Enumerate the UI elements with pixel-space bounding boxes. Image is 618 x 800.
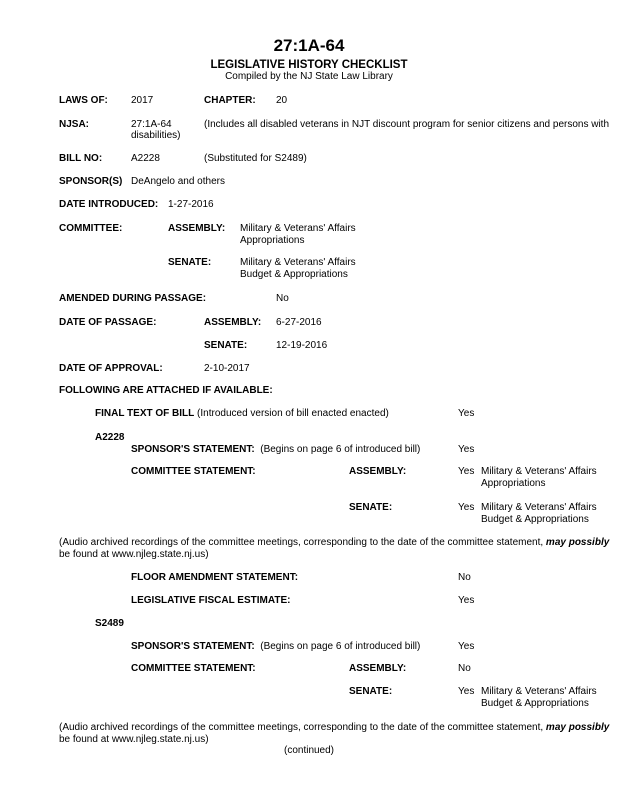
a2228-assembly-committee-1: Military & Veterans' Affairs: [481, 466, 597, 477]
bill-no-note: (Substituted for S2489): [204, 153, 307, 164]
final-text-label: FINAL TEXT OF BILL: [95, 408, 195, 419]
a2228-committee-stmt-label: COMMITTEE STATEMENT:: [131, 466, 256, 477]
laws-of-value: 2017: [131, 95, 154, 106]
date-of-approval-value: 2-10-2017: [204, 363, 250, 374]
chapter-value: 20: [276, 95, 288, 106]
a2228-senate-value: Yes: [458, 502, 475, 513]
audio-note-1: [59, 537, 609, 549]
amended-label: AMENDED DURING PASSAGE:: [59, 293, 207, 304]
s2489-sponsor-stmt-value: Yes: [458, 641, 475, 652]
committee-senate-label: SENATE:: [168, 257, 212, 268]
document-title: LEGISLATIVE HISTORY CHECKLIST: [210, 59, 408, 71]
audio-note-2-line2: be found at www.njleg.state.nj.us): [59, 734, 209, 745]
compiled-by: Compiled by the NJ State Law Library: [225, 71, 393, 82]
a2228-sponsor-stmt: [131, 444, 420, 456]
s2489-assembly-label: ASSEMBLY:: [349, 663, 407, 674]
a2228-sponsor-stmt-note: (Begins on page 6 of introduced bill): [260, 444, 421, 455]
date-of-passage-label: DATE OF PASSAGE:: [59, 317, 157, 328]
committee-senate-1: Military & Veterans' Affairs: [240, 257, 356, 268]
s2489-assembly-value: No: [458, 663, 471, 674]
date-introduced-value: 1-27-2016: [168, 199, 214, 210]
committee-assembly-1: Military & Veterans' Affairs: [240, 223, 356, 234]
a2228-senate-label: SENATE:: [349, 502, 393, 513]
final-text-note: (Introduced version of bill enacted enacted): [197, 408, 389, 419]
sponsors-label: SPONSOR(S): [59, 176, 123, 187]
njsa-note-continued: disabilities): [131, 130, 181, 141]
date-introduced-label: DATE INTRODUCED:: [59, 199, 159, 210]
final-text-row: [95, 408, 389, 420]
njsa-value: 27:1A-64: [131, 119, 172, 130]
njsa-label: NJSA:: [59, 119, 90, 130]
audio-note-2-emphasis: may possibly: [545, 722, 610, 733]
s2489-senate-value: Yes: [458, 686, 475, 697]
laws-of-label: LAWS OF:: [59, 95, 108, 106]
audio-note-1-text: (Audio archived recordings of the committee meetings, corresponding to the date of the committee statement,: [59, 537, 546, 548]
s2489-sponsor-stmt: [131, 641, 420, 653]
committee-senate-2: Budget & Appropriations: [240, 269, 348, 280]
s2489-senate-label: SENATE:: [349, 686, 393, 697]
a2228-assembly-committee-2: Appropriations: [481, 478, 546, 489]
s2489-committee-stmt-label: COMMITTEE STATEMENT:: [131, 663, 256, 674]
audio-note-2-text: (Audio archived recordings of the committee meetings, corresponding to the date of the committee statement,: [59, 722, 546, 733]
passage-senate-label: SENATE:: [204, 340, 248, 351]
s2489-senate-committee-2: Budget & Appropriations: [481, 698, 589, 709]
passage-assembly-value: 6-27-2016: [276, 317, 322, 328]
a2228-senate-committee-1: Military & Veterans' Affairs: [481, 502, 597, 513]
attached-heading: FOLLOWING ARE ATTACHED IF AVAILABLE:: [59, 385, 273, 396]
passage-assembly-label: ASSEMBLY:: [204, 317, 262, 328]
a2228-senate-committee-2: Budget & Appropriations: [481, 514, 589, 525]
s2489-senate-committee-1: Military & Veterans' Affairs: [481, 686, 597, 697]
s2489-sponsor-stmt-note: (Begins on page 6 of introduced bill): [260, 641, 421, 652]
audio-note-1-emphasis: may possibly: [545, 537, 610, 548]
a2228-sponsor-stmt-value: Yes: [458, 444, 475, 455]
audio-note-1-line2: be found at www.njleg.state.nj.us): [59, 549, 209, 560]
committee-assembly-label: ASSEMBLY:: [168, 223, 226, 234]
committee-assembly-2: Appropriations: [240, 235, 305, 246]
sponsors-value: DeAngelo and others: [131, 176, 225, 187]
fiscal-estimate-value: Yes: [458, 595, 475, 606]
a2228-sponsor-stmt-label: SPONSOR'S STATEMENT:: [131, 444, 255, 455]
bill-s2489-heading: S2489: [95, 618, 124, 629]
citation-heading: 27:1A-64: [273, 36, 345, 55]
passage-senate-value: 12-19-2016: [276, 340, 328, 351]
bill-a2228-heading: A2228: [95, 432, 125, 443]
floor-amendment-value: No: [458, 572, 471, 583]
s2489-sponsor-stmt-label: SPONSOR'S STATEMENT:: [131, 641, 255, 652]
a2228-assembly-value: Yes: [458, 466, 475, 477]
a2228-assembly-label: ASSEMBLY:: [349, 466, 407, 477]
continued-note: (continued): [283, 745, 335, 756]
chapter-label: CHAPTER:: [204, 95, 256, 106]
amended-value: No: [276, 293, 289, 304]
bill-no-value: A2228: [131, 153, 160, 164]
fiscal-estimate-label: LEGISLATIVE FISCAL ESTIMATE:: [131, 595, 291, 606]
njsa-note: (Includes all disabled veterans in NJT discount program for senior citizens and persons with: [204, 119, 610, 130]
floor-amendment-label: FLOOR AMENDMENT STATEMENT:: [131, 572, 299, 583]
bill-no-label: BILL NO:: [59, 153, 103, 164]
committee-label: COMMITTEE:: [59, 223, 123, 234]
final-text-value: Yes: [458, 408, 475, 419]
date-of-approval-label: DATE OF APPROVAL:: [59, 363, 163, 374]
audio-note-2: [59, 722, 609, 734]
